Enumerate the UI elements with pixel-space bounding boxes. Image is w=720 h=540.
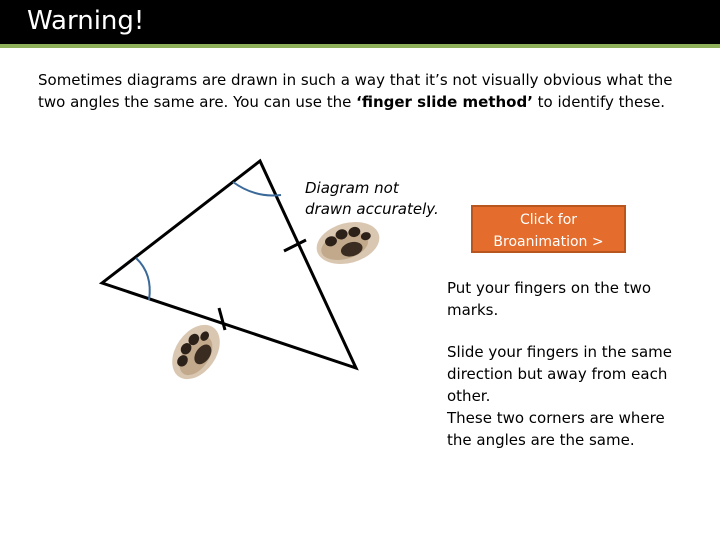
- finger-mark-right: [284, 240, 306, 251]
- instruction-step-1-line1: Put your fingers on the two: [447, 279, 652, 297]
- instruction-step-1: [447, 277, 687, 321]
- instruction-step-1-line2: marks.: [447, 301, 499, 319]
- paw-icon: [162, 316, 229, 388]
- instruction-step-2: [447, 341, 687, 451]
- click-for-animation-button[interactable]: [471, 205, 626, 253]
- intro-text-end: to identify these.: [532, 93, 666, 111]
- instruction-step-2-line5: the angles are the same.: [447, 431, 635, 449]
- instruction-step-2-line4: These two corners are where: [447, 409, 665, 427]
- intro-method-name: ‘finger slide method’: [356, 93, 533, 111]
- instruction-step-2-line2: direction but away from each: [447, 365, 668, 383]
- button-label-line1: Click for: [519, 212, 578, 228]
- paw-icon: [312, 215, 384, 270]
- instruction-step-2-line3: other.: [447, 387, 491, 405]
- instruction-step-2-line1: Slide your fingers in the same: [447, 343, 672, 361]
- accuracy-note-line1: Diagram not: [305, 179, 399, 197]
- button-label-line2: Broanimation >: [493, 234, 604, 250]
- finger-mark-bottom: [219, 308, 225, 330]
- intro-text-start: Sometimes diagrams are drawn in such a way that it’s not visually obvious what the two angles the same are. You can use the: [38, 71, 673, 111]
- accuracy-note-line2: drawn accurately.: [305, 200, 439, 218]
- accuracy-note: [305, 178, 445, 220]
- page-title: Warning!: [27, 6, 145, 36]
